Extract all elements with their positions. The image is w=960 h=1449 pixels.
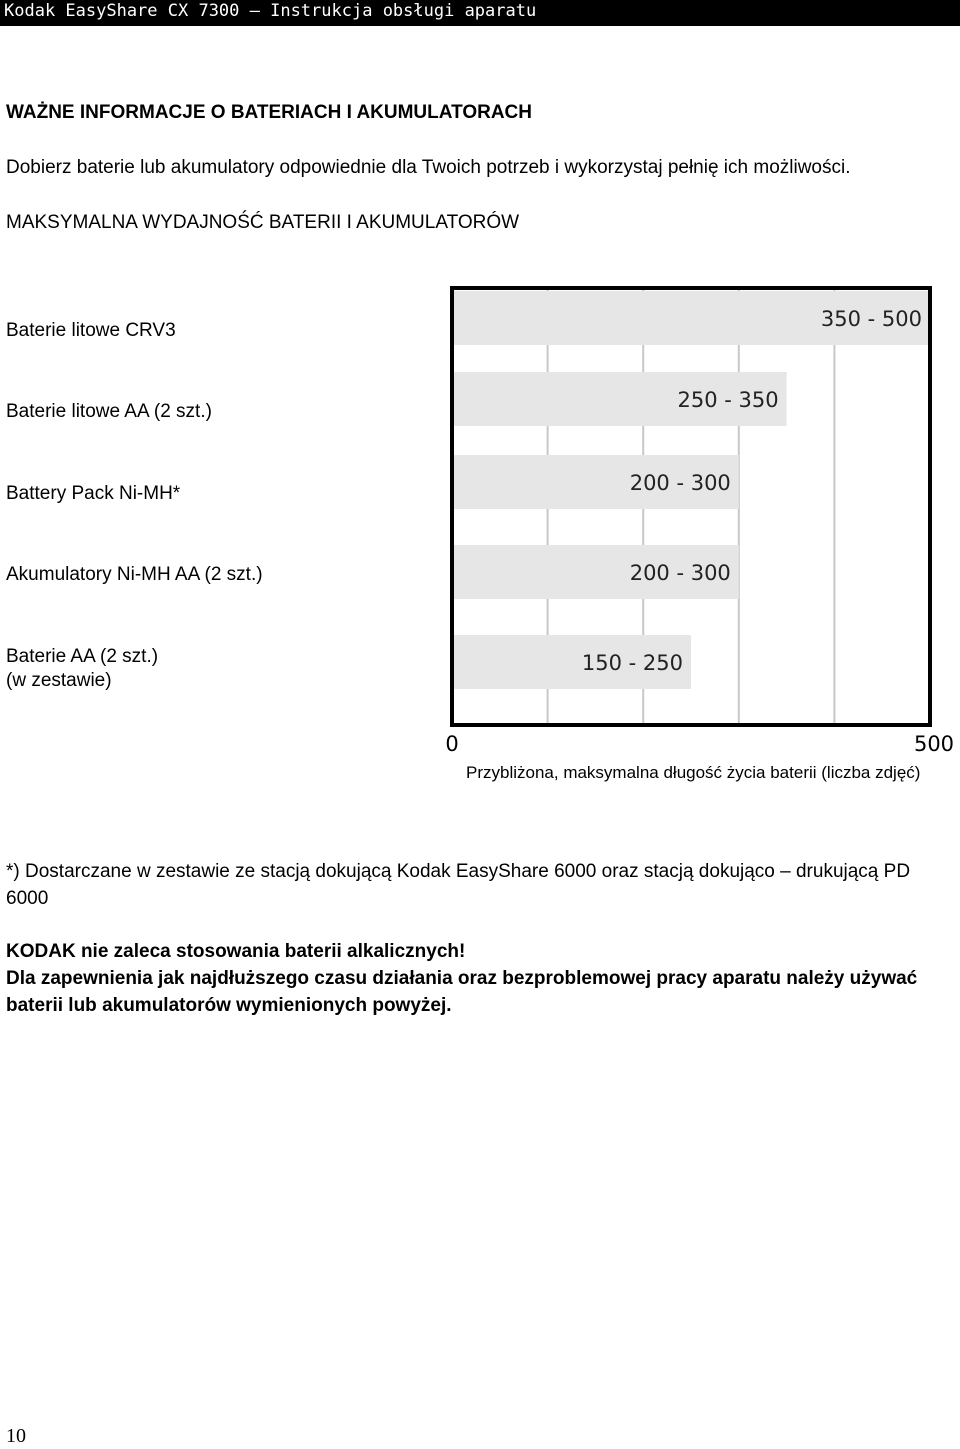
battery-label-nimh-pack: Battery Pack Ni-MH*: [6, 483, 181, 504]
battery-label-aa: Baterie AA (2 szt.): [6, 646, 159, 667]
bar-data-label: 200 - 300: [629, 471, 731, 495]
bar-data-label: 250 - 350: [677, 388, 779, 412]
document-header: [0, 0, 960, 26]
footnote: *) Dostarczane w zestawie ze stacją dokującą Kodak EasyShare 6000 oraz stacją dokująco – drukującą PD 6000: [6, 861, 911, 909]
bar-data-label: 200 - 300: [629, 561, 731, 585]
x-tick-label: 500: [913, 732, 955, 756]
section-title: WAŻNE INFORMACJE O BATERIACH I AKUMULATORACH: [6, 102, 532, 123]
battery-label-lithium-aa: Baterie litowe AA (2 szt.): [6, 401, 212, 422]
x-tick-label: 0: [445, 732, 459, 756]
chart-axis-label: Przybliżona, maksymalna długość życia baterii (liczba zdjęć): [466, 763, 921, 782]
intro-text: Dobierz baterie lub akumulatory odpowiednie dla Twoich potrzeb i wykorzystaj pełnię ich możliwości.: [6, 157, 851, 178]
bar-data-label: 350 - 500: [820, 307, 922, 331]
battery-label-crv3: Baterie litowe CRV3: [6, 320, 176, 341]
section-subtitle: MAKSYMALNA WYDAJNOŚĆ BATERII I AKUMULATORÓW: [6, 212, 520, 233]
header-title: Kodak EasyShare CX 7300 – Instrukcja obsługi aparatu: [4, 1, 537, 21]
bar-data-label: 150 - 250: [581, 651, 683, 675]
battery-label-aa-note: (w zestawie): [6, 670, 112, 691]
battery-life-chart: [430, 282, 960, 757]
battery-label-nimh-aa: Akumulatory Ni-MH AA (2 szt.): [6, 564, 263, 585]
warning-recommendation: Dla zapewnienia jak najdłuższego czasu działania oraz bezproblemowej pracy aparatu należy używać baterii lub akumulatorów wymienionych powyżej.: [6, 968, 918, 1016]
warning-alkaline: KODAK nie zaleca stosowania baterii alkalicznych!: [6, 941, 466, 962]
page-number: 10: [6, 1425, 26, 1447]
